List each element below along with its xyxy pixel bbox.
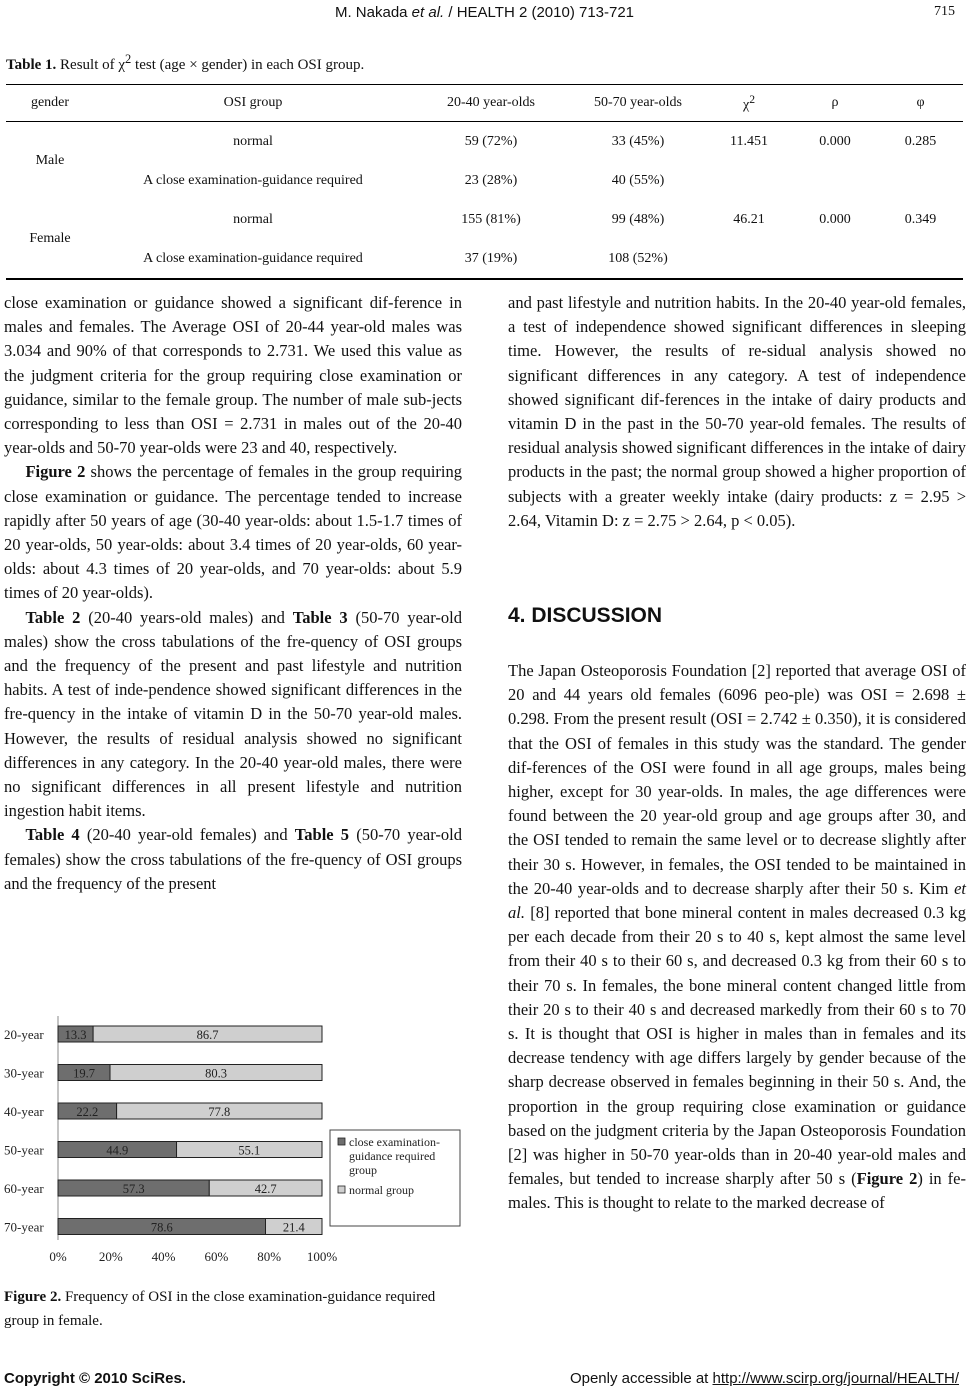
rho-cell <box>792 239 878 279</box>
y-tick-label: 30-year <box>4 1065 44 1081</box>
data-label: 57.3 <box>122 1182 145 1196</box>
data-label: 44.9 <box>106 1143 129 1158</box>
running-header <box>0 4 969 21</box>
data-label: 21.4 <box>282 1220 305 1235</box>
chi-cell <box>706 239 792 279</box>
paragraph <box>4 460 462 605</box>
figure-reference: Figure 2 <box>856 1169 918 1189</box>
paragraph <box>4 606 462 824</box>
col-header-chi <box>706 85 792 122</box>
paragraph-text: ) in fe-males. This is thought to relate to the marked decrease of <box>508 1169 966 1213</box>
legend-swatch <box>338 1138 345 1145</box>
count-50-70-cell: 33 (45%) <box>611 133 665 149</box>
table-label: Table 1. <box>6 57 57 73</box>
phi-cell <box>878 239 963 279</box>
paragraph-text: [8] reported that bone mineral content in males decreased 0.3 kg per each decade from their 20 s to 40 s, kept almost the same level from their 40 s to their 60 s, and decreased 0.3 kg from their 60 s to their 70 s. In females, the bone mineral content changed little from their 20 s to their 40 s and decreased markedly from their 60 s to 70 s. It is thought that OSI is higher in males than in females and its decrease tendency with age differs largely by gender because of the sharp decrease observed in females beginning in their 50 s. And, the proportion in the group requiring close examination or guidance based on the judgment criteria by the Japan Osteoporosis Foundation [2] was higher in 50-70 year-olds than in 20-40 year-old males and females, but tended to increase sharply after 50 s ( <box>508 903 966 1189</box>
gender-cell-male: Male <box>35 153 65 168</box>
table-caption-sup: 2 <box>125 52 132 66</box>
figure-2-chart <box>0 1010 465 1275</box>
paragraph-text: (50-70 year-old females) show the cross tabulations of the fre-quency of OSI groups and the frequency of the present <box>4 825 462 893</box>
x-tick-label: 20% <box>98 1249 123 1264</box>
gender-cell-female: Female <box>6 200 94 279</box>
figure-label: Figure 2. <box>4 1289 62 1305</box>
right-column-text <box>508 291 966 533</box>
chi-symbol: χ <box>742 97 750 113</box>
count-50-70-cell: 99 (48%) <box>611 211 665 227</box>
paragraph <box>508 659 966 1216</box>
data-label: 42.7 <box>254 1182 277 1196</box>
section-heading: 4. DISCUSSION <box>508 604 663 627</box>
count-20-40-cell: 37 (19%) <box>412 239 570 279</box>
y-tick-label: 60-year <box>4 1181 44 1196</box>
col-header-50-70: 50-70 year-olds <box>570 85 706 122</box>
col-header-rho: ρ <box>792 85 878 122</box>
x-tick-label: 40% <box>151 1249 176 1264</box>
figure-caption-text: Frequency of OSI in the close examination-guidance required group in female. <box>4 1289 436 1329</box>
table-row <box>6 200 963 239</box>
x-tick-label: 60% <box>204 1249 229 1264</box>
figure-caption <box>4 1285 462 1333</box>
access-notice <box>570 1370 959 1387</box>
count-20-40-cell: 59 (72%) <box>464 133 518 149</box>
copyright-notice: Copyright © 2010 SciRes. <box>4 1370 186 1387</box>
data-label: 80.3 <box>205 1066 227 1081</box>
legend-swatch <box>338 1186 345 1193</box>
discussion-text <box>508 659 966 1216</box>
y-tick-label: 50-year <box>4 1142 44 1158</box>
osi-cell: normal <box>233 211 273 227</box>
table-reference: Table 5 <box>294 825 350 845</box>
paragraph <box>4 823 462 896</box>
data-label: 77.8 <box>208 1105 231 1119</box>
table-row <box>6 122 963 162</box>
phi-cell: 0.285 <box>904 133 937 149</box>
rho-cell: 0.000 <box>819 211 851 227</box>
access-text: Openly accessible at <box>569 1370 713 1387</box>
col-header-osi-group: OSI group <box>94 85 412 122</box>
data-label: 78.6 <box>150 1220 173 1235</box>
x-tick-label: 100% <box>306 1249 338 1264</box>
figure-reference: Figure 2 <box>25 462 86 482</box>
journal-link[interactable]: http://www.scirp.org/journal/HEALTH/ <box>712 1370 959 1387</box>
x-tick-label: 0% <box>49 1249 67 1264</box>
osi-cell: A close examination-guidance required <box>143 172 363 188</box>
table-reference: Table 4 <box>25 825 80 845</box>
legend-label: close examination- <box>349 1135 440 1149</box>
left-column-text <box>4 291 462 896</box>
table-reference: Table 3 <box>292 607 348 627</box>
table-row <box>6 239 963 279</box>
running-title-suffix: / HEALTH 2 (2010) 713-721 <box>444 4 635 21</box>
paragraph-text: shows the percentage of females in the group requiring close examination or guidance. The percentage tended to increase rapidly after 50 years of age (30-40 year-olds: about 1.5-1.7 times of 20 year-olds, 50 year-olds: about 3.4 times of 20 year-olds, 60 year-olds: about 4.3 times of 20 year-olds, and 70 year-olds: about 5.9 times of 20 year-olds). <box>4 462 462 603</box>
paragraph: close examination or guidance showed a significant dif-ference in males and females. The Average OSI of 20-44 year-old males was 3.034 and 90% of that corresponds to 2.731. We used this value as the judgment criteria for the group requiring close examination or guidance, similar to the female group. The number of male sub-jects corresponding to less than OSI = 2.731 in males out of the 20-40 year-olds and 50-70 year-olds were 23 and 40, respectively. <box>4 293 462 458</box>
col-header-gender: gender <box>6 85 94 122</box>
table-row <box>6 161 963 200</box>
results-table <box>6 84 963 280</box>
etal-text: et al. <box>508 878 966 923</box>
count-20-40-cell: 155 (81%) <box>461 211 521 227</box>
data-label: 55.1 <box>238 1143 261 1158</box>
page-number: 715 <box>934 4 955 19</box>
table-reference: Table 2 <box>25 607 81 627</box>
rho-cell <box>792 161 878 200</box>
paragraph-text: The Japan Osteoporosis Foundation [2] reported that average OSI of 20 and 44 years old females (6096 peo-ple) was OSI = 2.698 ± 0.298. From the present result (OSI = 2.742 ± 0.350), it is considered that the OSI of females in this study was the standard. The gender dif-ferences of the OSI were found in all age groups, males being higher, except for 30 year-olds. In males, the age differences were found between the 20 year-old group and age groups after 30, and the OSI tended to remain the same level or to decrease slightly after their 30 s. However, in females, the OSI tended to be maintained in the 20-40 year-olds and to decrease sharply after their 50 s. Kim <box>508 661 966 898</box>
chi-cell: 11.451 <box>730 133 768 149</box>
paragraph: and past lifestyle and nutrition habits. In the 20-40 year-old females, a test of independence showed significant differences in sleeping time. However, the results of re-sidual analysis showed no significant differences in any category. A test of independence showed significant dif-ferences in the intake of dairy products and vitamin D in the past in the 50-70 year-old females. The results of residual analysis showed significant differences in the intake of dairy products in the past; the normal group showed a higher proportion of subjects with a greater weekly intake (dairy products: z = 2.95 > 2.64, Vitamin D: z = 2.75 > 2.64, p < 0.05). <box>508 293 966 530</box>
legend-label: group <box>349 1163 377 1177</box>
chi-sup: 2 <box>749 92 756 106</box>
data-label: 13.3 <box>64 1028 87 1042</box>
osi-cell: A close examination-guidance required <box>94 239 412 279</box>
data-label: 19.7 <box>73 1066 95 1081</box>
data-label: 86.7 <box>196 1028 219 1042</box>
y-tick-label: 20-year <box>4 1027 44 1042</box>
paragraph-text: (20-40 years-old males) and <box>80 607 293 627</box>
table-header-row <box>6 85 963 122</box>
data-label: 22.2 <box>76 1105 99 1119</box>
chi-cell: 46.21 <box>733 211 765 227</box>
osi-cell: normal <box>233 133 273 149</box>
legend-label: guidance required <box>349 1149 436 1163</box>
chi-cell <box>706 161 792 200</box>
table-caption-pre: Result of χ <box>56 57 126 73</box>
phi-cell: 0.349 <box>904 211 937 227</box>
y-tick-label: 40-year <box>4 1104 44 1119</box>
col-header-20-40: 20-40 year-olds <box>412 85 570 122</box>
x-tick-label: 80% <box>257 1249 282 1264</box>
paragraph-text: (20-40 year-old females) and <box>79 825 295 845</box>
y-tick-label: 70-year <box>4 1219 44 1235</box>
phi-cell <box>878 161 963 200</box>
count-50-70-cell: 40 (55%) <box>611 172 665 188</box>
count-20-40-cell: 23 (28%) <box>464 172 518 188</box>
running-title-etal: et al. <box>411 4 445 21</box>
running-title-prefix: M. Nakada <box>334 4 412 21</box>
paragraph-text: (50-70 year-old males) show the cross tabulations of the fre-quency of OSI groups and the frequency of the present and past lifestyle and nutrition habits. A test of inde-pendence showed significant differences in the fre-quency in the intake of vitamin D in the 50-70 year-old males. However, the results of residual analysis showed no significant differences in any category. In the 20-40 year-old males, there were no significant differences in all present lifestyle and nutrition ingestion habit items. <box>4 607 463 821</box>
table-caption-post: test (age × gender) in each OSI group. <box>131 57 365 73</box>
col-header-phi: φ <box>878 85 963 122</box>
table-caption <box>6 52 364 74</box>
legend-label: normal group <box>349 1183 414 1197</box>
rho-cell: 0.000 <box>819 133 851 149</box>
count-50-70-cell: 108 (52%) <box>570 239 706 279</box>
